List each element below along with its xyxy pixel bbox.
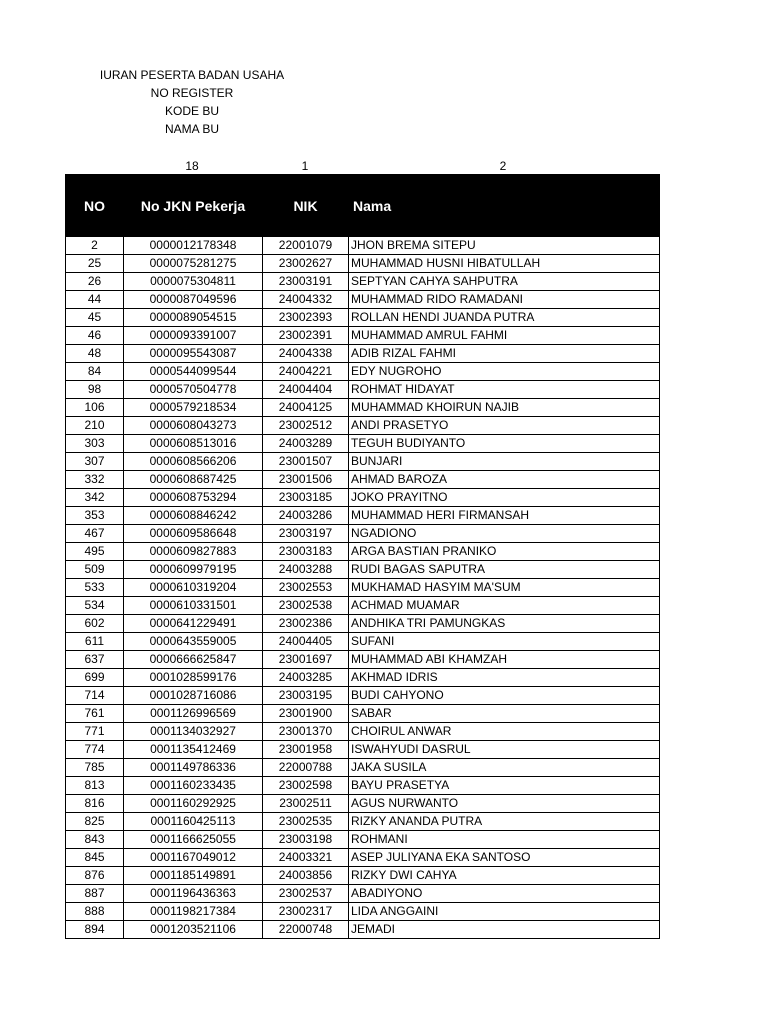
table-row xyxy=(66,669,660,687)
cell-no-jkn[interactable]: 0000608513016 xyxy=(124,435,263,453)
cell-no-jkn[interactable]: 0001149786336 xyxy=(124,759,263,777)
cell-nik[interactable]: 23002535 xyxy=(263,813,349,831)
cell-nama[interactable]: NGADIONO xyxy=(349,525,660,543)
cell-nik[interactable]: 23003185 xyxy=(263,489,349,507)
cell-nik[interactable]: 23001370 xyxy=(263,723,349,741)
cell-nama[interactable]: SABAR xyxy=(349,705,660,723)
cell-nama[interactable]: BAYU PRASETYA xyxy=(349,777,660,795)
cell-nik[interactable]: 23001900 xyxy=(263,705,349,723)
cell-no-jkn[interactable]: 0000089054515 xyxy=(124,309,263,327)
table-row xyxy=(66,579,660,597)
cell-no[interactable]: 84 xyxy=(66,363,124,381)
cell-nik[interactable]: 24003285 xyxy=(263,669,349,687)
cell-no-jkn[interactable]: 0000075304811 xyxy=(124,273,263,291)
nama-bu-label: NAMA BU xyxy=(164,122,219,136)
cell-no[interactable]: 106 xyxy=(66,399,124,417)
cell-no[interactable]: 467 xyxy=(66,525,124,543)
cell-no-jkn[interactable]: 0001196436363 xyxy=(124,885,263,903)
cell-nik[interactable]: 24004338 xyxy=(263,345,349,363)
cell-nama[interactable]: TEGUH BUDIYANTO xyxy=(349,435,660,453)
cell-no-jkn[interactable]: 0001126996569 xyxy=(124,705,263,723)
cell-nama[interactable]: MUHAMMAD HUSNI HIBATULLAH xyxy=(349,255,660,273)
cell-no-jkn[interactable]: 0000610331501 xyxy=(124,597,263,615)
table-row xyxy=(66,309,660,327)
table-row xyxy=(66,831,660,849)
cell-no[interactable]: 602 xyxy=(66,615,124,633)
cell-nik[interactable]: 23001507 xyxy=(263,453,349,471)
cell-nik[interactable]: 24004125 xyxy=(263,399,349,417)
cell-no[interactable]: 509 xyxy=(66,561,124,579)
cell-nama[interactable]: ISWAHYUDI DASRUL xyxy=(349,741,660,759)
cell-nama[interactable]: ANDHIKA TRI PAMUNGKAS xyxy=(349,615,660,633)
cell-no-jkn[interactable]: 0000095543087 xyxy=(124,345,263,363)
cell-no-jkn[interactable]: 0001160233435 xyxy=(124,777,263,795)
cell-no-jkn[interactable]: 0001160292925 xyxy=(124,795,263,813)
table-row xyxy=(66,651,660,669)
table-row xyxy=(66,615,660,633)
cell-nik[interactable]: 23003198 xyxy=(263,831,349,849)
cell-no[interactable]: 888 xyxy=(66,903,124,921)
cell-no[interactable]: 825 xyxy=(66,813,124,831)
table-row xyxy=(66,399,660,417)
cell-nik[interactable]: 24004332 xyxy=(263,291,349,309)
table-row xyxy=(66,687,660,705)
table-row xyxy=(66,777,660,795)
cell-nama[interactable]: BUNJARI xyxy=(349,453,660,471)
table-row xyxy=(66,741,660,759)
table-row xyxy=(66,723,660,741)
cell-nama[interactable]: JEMADI xyxy=(349,921,660,939)
cell-nik[interactable]: 23002386 xyxy=(263,615,349,633)
cell-nik[interactable]: 23002317 xyxy=(263,903,349,921)
cell-nama[interactable]: ACHMAD MUAMAR xyxy=(349,597,660,615)
cell-no[interactable]: 2 xyxy=(66,237,124,255)
table-row xyxy=(66,921,660,939)
table-row xyxy=(66,759,660,777)
cell-nik[interactable]: 22001079 xyxy=(263,237,349,255)
cell-no-jkn[interactable]: 0000608043273 xyxy=(124,417,263,435)
cell-nama[interactable]: JHON BREMA SITEPU xyxy=(349,237,660,255)
cell-nama[interactable]: AGUS NURWANTO xyxy=(349,795,660,813)
cell-nama[interactable]: AHMAD BAROZA xyxy=(349,471,660,489)
cell-nama[interactable]: MUHAMMAD KHOIRUN NAJIB xyxy=(349,399,660,417)
cell-no-jkn[interactable]: 0000666625847 xyxy=(124,651,263,669)
cell-nik[interactable]: 23003183 xyxy=(263,543,349,561)
table-row xyxy=(66,453,660,471)
cell-nama[interactable]: ROHMANI xyxy=(349,831,660,849)
cell-nik[interactable]: 23002512 xyxy=(263,417,349,435)
column-header-no-jkn-pekerja[interactable]: No JKN Pekerja xyxy=(124,175,263,237)
cell-no[interactable]: 887 xyxy=(66,885,124,903)
cell-no[interactable]: 48 xyxy=(66,345,124,363)
cell-nik[interactable]: 24003289 xyxy=(263,435,349,453)
table-row xyxy=(66,903,660,921)
cell-nama[interactable]: BUDI CAHYONO xyxy=(349,687,660,705)
cell-no-jkn[interactable]: 0000609827883 xyxy=(124,543,263,561)
cell-no-jkn[interactable]: 0001166625055 xyxy=(124,831,263,849)
cell-no-jkn[interactable]: 0001167049012 xyxy=(124,849,263,867)
cell-no[interactable]: 25 xyxy=(66,255,124,273)
cell-no[interactable]: 761 xyxy=(66,705,124,723)
table-row xyxy=(66,273,660,291)
cell-nik[interactable]: 24003286 xyxy=(263,507,349,525)
column-header-no[interactable]: NO xyxy=(66,175,124,237)
table-row xyxy=(66,363,660,381)
cell-nama[interactable]: ANDI PRASETYO xyxy=(349,417,660,435)
cell-no[interactable]: 332 xyxy=(66,471,124,489)
cell-no-jkn[interactable]: 0000087049596 xyxy=(124,291,263,309)
cell-no-jkn[interactable]: 0000608687425 xyxy=(124,471,263,489)
cell-nama[interactable]: MUHAMMAD RIDO RAMADANI xyxy=(349,291,660,309)
table-row xyxy=(66,705,660,723)
cell-nama[interactable]: MUKHAMAD HASYIM MA'SUM xyxy=(349,579,660,597)
cell-nama[interactable]: JOKO PRAYITNO xyxy=(349,489,660,507)
cell-nik[interactable]: 23001506 xyxy=(263,471,349,489)
document-title: IURAN PESERTA BADAN USAHA xyxy=(99,68,285,82)
cell-nik[interactable]: 22000788 xyxy=(263,759,349,777)
cell-nik[interactable]: 23002511 xyxy=(263,795,349,813)
table-row xyxy=(66,471,660,489)
cell-nik[interactable]: 23001697 xyxy=(263,651,349,669)
table-row xyxy=(66,291,660,309)
cell-no-jkn[interactable]: 0001135412469 xyxy=(124,741,263,759)
table-row xyxy=(66,795,660,813)
cell-no-jkn[interactable]: 0000093391007 xyxy=(124,327,263,345)
cell-no[interactable]: 785 xyxy=(66,759,124,777)
cell-no[interactable]: 495 xyxy=(66,543,124,561)
cell-no[interactable]: 353 xyxy=(66,507,124,525)
table-row xyxy=(66,525,660,543)
table-row xyxy=(66,597,660,615)
cell-nik[interactable]: 23002393 xyxy=(263,309,349,327)
table-row xyxy=(66,489,660,507)
cell-nama[interactable]: RIZKY DWI CAHYA xyxy=(349,867,660,885)
cell-nik[interactable]: 23002391 xyxy=(263,327,349,345)
table-row xyxy=(66,633,660,651)
column-number-nik: 1 xyxy=(301,159,309,173)
cell-nik[interactable]: 23002538 xyxy=(263,597,349,615)
cell-nama[interactable]: MUHAMMAD AMRUL FAHMI xyxy=(349,327,660,345)
cell-no[interactable]: 843 xyxy=(66,831,124,849)
table-row xyxy=(66,435,660,453)
cell-no[interactable]: 533 xyxy=(66,579,124,597)
cell-nama[interactable]: RUDI BAGAS SAPUTRA xyxy=(349,561,660,579)
cell-no-jkn[interactable]: 0000570504778 xyxy=(124,381,263,399)
cell-no-jkn[interactable]: 0000609586648 xyxy=(124,525,263,543)
cell-no[interactable]: 714 xyxy=(66,687,124,705)
column-header-nama[interactable]: Nama xyxy=(349,175,660,237)
cell-nik[interactable]: 23003191 xyxy=(263,273,349,291)
cell-no-jkn[interactable]: 0000643559005 xyxy=(124,633,263,651)
cell-no[interactable]: 210 xyxy=(66,417,124,435)
cell-nama[interactable]: MUHAMMAD ABI KHAMZAH xyxy=(349,651,660,669)
cell-nik[interactable]: 23002537 xyxy=(263,885,349,903)
cell-no[interactable]: 637 xyxy=(66,651,124,669)
column-header-nik[interactable]: NIK xyxy=(263,175,349,237)
cell-no-jkn[interactable]: 0000608566206 xyxy=(124,453,263,471)
cell-nama[interactable]: RIZKY ANANDA PUTRA xyxy=(349,813,660,831)
cell-no-jkn[interactable]: 0001185149891 xyxy=(124,867,263,885)
cell-nama[interactable]: LIDA ANGGAINI xyxy=(349,903,660,921)
cell-no[interactable]: 26 xyxy=(66,273,124,291)
cell-no-jkn[interactable]: 0000610319204 xyxy=(124,579,263,597)
cell-no-jkn[interactable]: 0001160425113 xyxy=(124,813,263,831)
cell-no[interactable]: 876 xyxy=(66,867,124,885)
cell-no[interactable]: 813 xyxy=(66,777,124,795)
column-number-nama: 2 xyxy=(499,159,507,173)
cell-no-jkn[interactable]: 0000075281275 xyxy=(124,255,263,273)
cell-nama[interactable]: ROLLAN HENDI JUANDA PUTRA xyxy=(349,309,660,327)
table-row xyxy=(66,507,660,525)
cell-no[interactable]: 307 xyxy=(66,453,124,471)
cell-nik[interactable]: 23002598 xyxy=(263,777,349,795)
table-row xyxy=(66,417,660,435)
cell-no-jkn[interactable]: 0001028716086 xyxy=(124,687,263,705)
cell-no-jkn[interactable]: 0001203521106 xyxy=(124,921,263,939)
cell-no-jkn[interactable]: 0001198217384 xyxy=(124,903,263,921)
table-row xyxy=(66,327,660,345)
cell-no[interactable]: 98 xyxy=(66,381,124,399)
cell-nik[interactable]: 23003197 xyxy=(263,525,349,543)
cell-nama[interactable]: SEPTYAN CAHYA SAHPUTRA xyxy=(349,273,660,291)
cell-no[interactable]: 816 xyxy=(66,795,124,813)
cell-nama[interactable]: ROHMAT HIDAYAT xyxy=(349,381,660,399)
table-row xyxy=(66,237,660,255)
participant-table xyxy=(65,174,660,939)
cell-nama[interactable]: EDY NUGROHO xyxy=(349,363,660,381)
cell-no[interactable]: 845 xyxy=(66,849,124,867)
cell-no[interactable]: 699 xyxy=(66,669,124,687)
cell-nik[interactable]: 23003195 xyxy=(263,687,349,705)
cell-no[interactable]: 303 xyxy=(66,435,124,453)
table-row xyxy=(66,255,660,273)
cell-nik[interactable]: 24004405 xyxy=(263,633,349,651)
cell-nik[interactable]: 24004404 xyxy=(263,381,349,399)
cell-nik[interactable]: 24003321 xyxy=(263,849,349,867)
cell-nama[interactable]: SUFANI xyxy=(349,633,660,651)
cell-nama[interactable]: AKHMAD IDRIS xyxy=(349,669,660,687)
cell-nik[interactable]: 23001958 xyxy=(263,741,349,759)
no-register-label: NO REGISTER xyxy=(150,86,234,100)
cell-no[interactable]: 342 xyxy=(66,489,124,507)
table-row xyxy=(66,561,660,579)
cell-no-jkn[interactable]: 0000641229491 xyxy=(124,615,263,633)
table-header-row xyxy=(66,175,660,237)
table-row xyxy=(66,885,660,903)
column-number-no-jkn: 18 xyxy=(185,159,199,173)
cell-no-jkn[interactable]: 0001134032927 xyxy=(124,723,263,741)
cell-nik[interactable]: 23002553 xyxy=(263,579,349,597)
cell-nama[interactable]: ASEP JULIYANA EKA SANTOSO xyxy=(349,849,660,867)
cell-no[interactable]: 611 xyxy=(66,633,124,651)
table-row xyxy=(66,867,660,885)
cell-nama[interactable]: ARGA BASTIAN PRANIKO xyxy=(349,543,660,561)
cell-nama[interactable]: MUHAMMAD HERI FIRMANSAH xyxy=(349,507,660,525)
cell-nik[interactable]: 24003288 xyxy=(263,561,349,579)
cell-nama[interactable]: ABADIYONO xyxy=(349,885,660,903)
cell-nama[interactable]: ADIB RIZAL FAHMI xyxy=(349,345,660,363)
cell-no[interactable]: 894 xyxy=(66,921,124,939)
cell-no[interactable]: 534 xyxy=(66,597,124,615)
cell-nama[interactable]: JAKA SUSILA xyxy=(349,759,660,777)
table-row xyxy=(66,381,660,399)
table-row xyxy=(66,543,660,561)
cell-no[interactable]: 46 xyxy=(66,327,124,345)
cell-no-jkn[interactable]: 0000609979195 xyxy=(124,561,263,579)
cell-nik[interactable]: 23002627 xyxy=(263,255,349,273)
cell-no-jkn[interactable]: 0000579218534 xyxy=(124,399,263,417)
table-row xyxy=(66,345,660,363)
table-row xyxy=(66,849,660,867)
cell-nik[interactable]: 24003856 xyxy=(263,867,349,885)
cell-nik[interactable]: 24004221 xyxy=(263,363,349,381)
cell-no-jkn[interactable]: 0001028599176 xyxy=(124,669,263,687)
cell-nik[interactable]: 22000748 xyxy=(263,921,349,939)
cell-no[interactable]: 44 xyxy=(66,291,124,309)
kode-bu-label: KODE BU xyxy=(164,104,219,118)
cell-no-jkn[interactable]: 0000012178348 xyxy=(124,237,263,255)
cell-no-jkn[interactable]: 0000608846242 xyxy=(124,507,263,525)
table-row xyxy=(66,813,660,831)
cell-no-jkn[interactable]: 0000608753294 xyxy=(124,489,263,507)
cell-no[interactable]: 45 xyxy=(66,309,124,327)
cell-no-jkn[interactable]: 0000544099544 xyxy=(124,363,263,381)
cell-no[interactable]: 774 xyxy=(66,741,124,759)
cell-nama[interactable]: CHOIRUL ANWAR xyxy=(349,723,660,741)
cell-no[interactable]: 771 xyxy=(66,723,124,741)
